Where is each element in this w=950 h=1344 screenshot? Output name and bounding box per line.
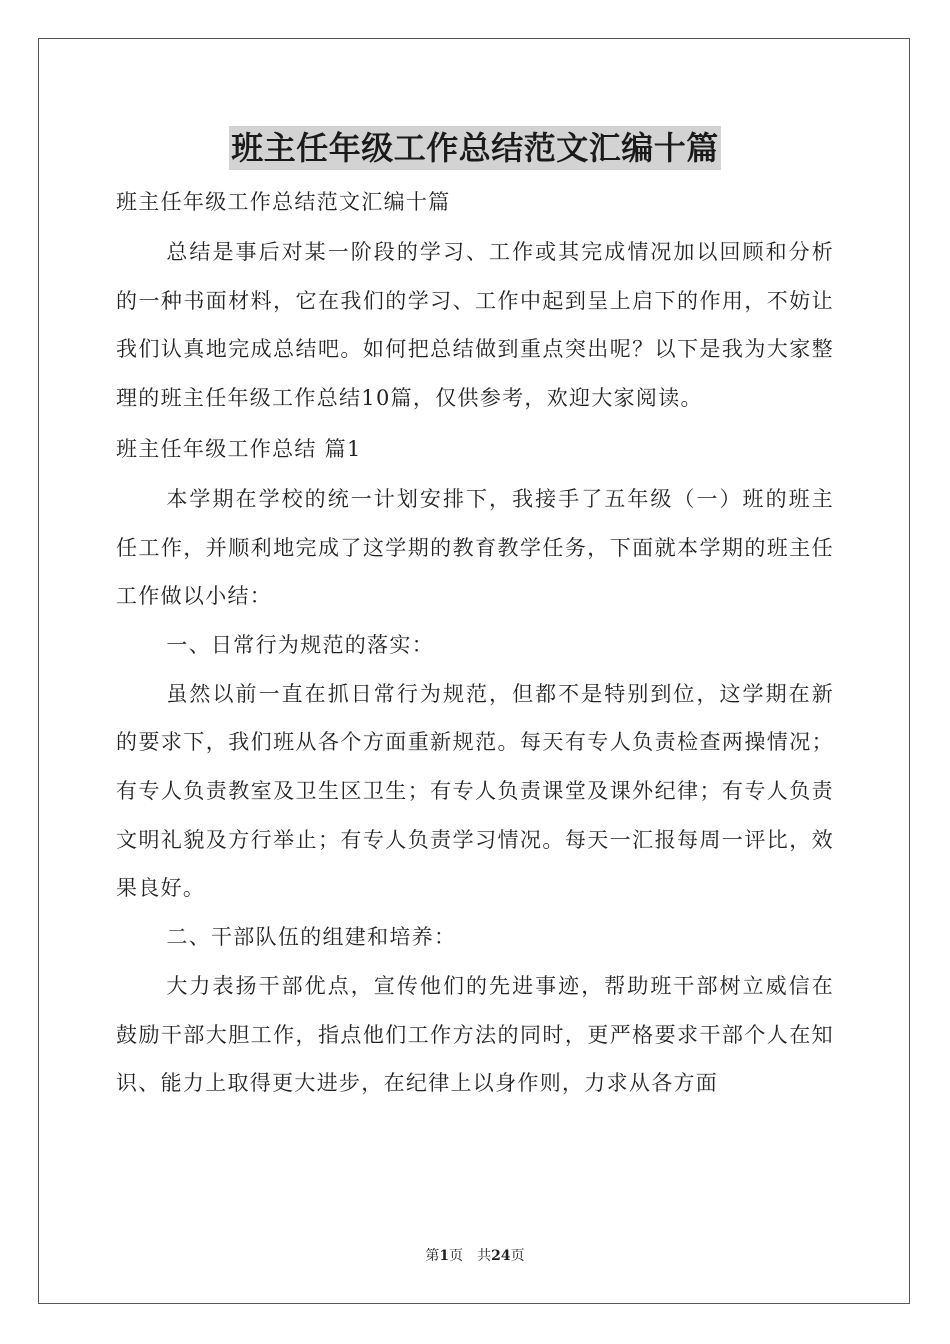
item-body-1: 虽然以前一直在抓日常行为规范，但都不是特别到位，这学期在新的要求下，我们班从各个方面重新规范。每天有专人负责检查两操情况；有专人负责教室及卫生区卫生；有专人负责课堂及课外纪律；有专人负责文明礼貌及方行举止；有专人负责学习情况。每天一汇报每周一评比，效果良好。: [116, 681, 834, 901]
document-title: 班主任年级工作总结范文汇编十篇: [229, 126, 721, 170]
document-body: [116, 176, 834, 1108]
item-heading-2: 二、干部队伍的组建和培养：: [166, 925, 457, 950]
intro-paragraph: 总结是事后对某一阶段的学习、工作或其完成情况加以回顾和分析的一种书面材料，它在我们的学习、工作中起到呈上启下的作用，不妨让我们认真地完成总结吧。如何把总结做到重点突出呢？以下是我为大家整理的班主任年级工作总结10篇，仅供参考，欢迎大家阅读。: [116, 240, 834, 411]
title-container: [0, 126, 950, 170]
page-footer: [0, 1245, 950, 1265]
page-label: 页: [449, 1248, 464, 1264]
section-paragraph: 本学期在学校的统一计划安排下，我接手了五年级（一）班的班主任工作，并顺利地完成了这学期的教育教学任务，下面就本学期的班主任工作做以小结：: [116, 486, 834, 609]
total-suffix: 页: [510, 1248, 525, 1264]
item-body-2: 大力表扬干部优点，宣传他们的先进事迹，帮助班干部树立威信在鼓励干部大胆工作，指点他们工作方法的同时，更严格要求干部个人在知识、能力上取得更大进步，在纪律上以身作则，力求从各方面: [116, 973, 834, 1096]
item-heading-1: 一、日常行为规范的落实：: [166, 632, 434, 657]
total-prefix: 共: [477, 1248, 492, 1264]
current-page-number: 1: [439, 1248, 450, 1264]
page-prefix: 第: [425, 1248, 440, 1264]
subtitle: 班主任年级工作总结范文汇编十篇: [116, 190, 451, 214]
total-page-number: 24: [491, 1248, 511, 1264]
section-heading: 班主任年级工作总结 篇1: [116, 436, 362, 461]
